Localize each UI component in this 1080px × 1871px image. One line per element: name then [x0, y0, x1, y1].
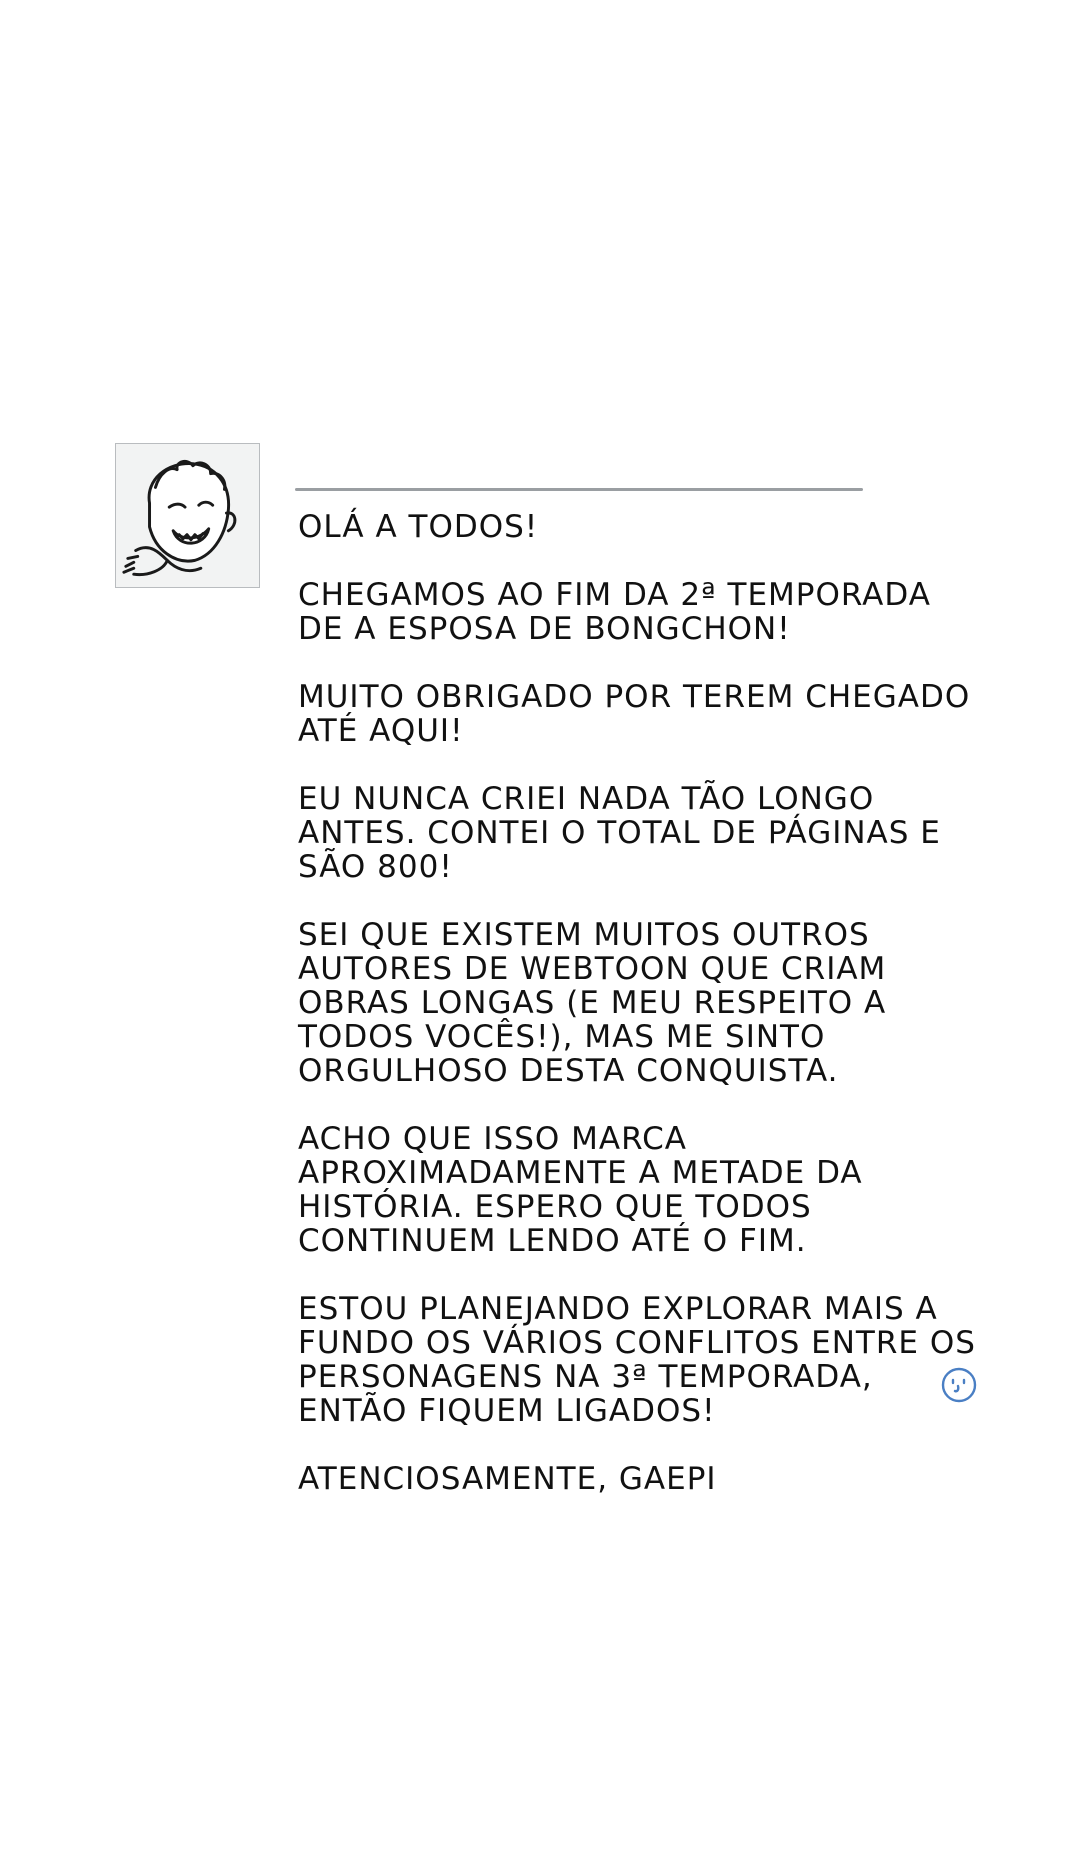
- note-paragraph-thanks: MUITO OBRIGADO POR TEREM CHEGADO ATÉ AQUI!: [298, 679, 971, 749]
- note-paragraph-page-count: EU NUNCA CRIEI NADA TÃO LONGO ANTES. CONTEI O TOTAL DE PÁGINAS E SÃO 800!: [298, 781, 941, 885]
- divider-line: [295, 488, 863, 491]
- note-signature: ATENCIOSAMENTE, GAEPI: [298, 1461, 717, 1497]
- note-paragraph-season-three: ESTOU PLANEJANDO EXPLORAR MAIS A FUNDO OS VÁRIOS CONFLITOS ENTRE OS PERSONAGENS NA 3ª TEMPORADA, ENTÃO FIQUEM LIGADOS!: [298, 1291, 976, 1429]
- smiley-icon: [940, 1366, 978, 1404]
- note-paragraph-respect: SEI QUE EXISTEM MUITOS OUTROS AUTORES DE WEBTOON QUE CRIAM OBRAS LONGAS (E MEU RESPEITO A TODOS VOCÊS!), MAS ME SINTO ORGULHOSO DESTA CONQUISTA.: [298, 917, 887, 1089]
- author-avatar-icon: [115, 443, 260, 588]
- note-paragraph-season-end: CHEGAMOS AO FIM DA 2ª TEMPORADA DE A ESPOSA DE BONGCHON!: [298, 577, 931, 647]
- note-paragraph-greeting: OLÁ A TODOS!: [298, 509, 539, 545]
- note-paragraph-halfway: ACHO QUE ISSO MARCA APROXIMADAMENTE A METADE DA HISTÓRIA. ESPERO QUE TODOS CONTINUEM LENDO ATÉ O FIM.: [298, 1121, 863, 1259]
- author-note-text: [298, 510, 978, 1496]
